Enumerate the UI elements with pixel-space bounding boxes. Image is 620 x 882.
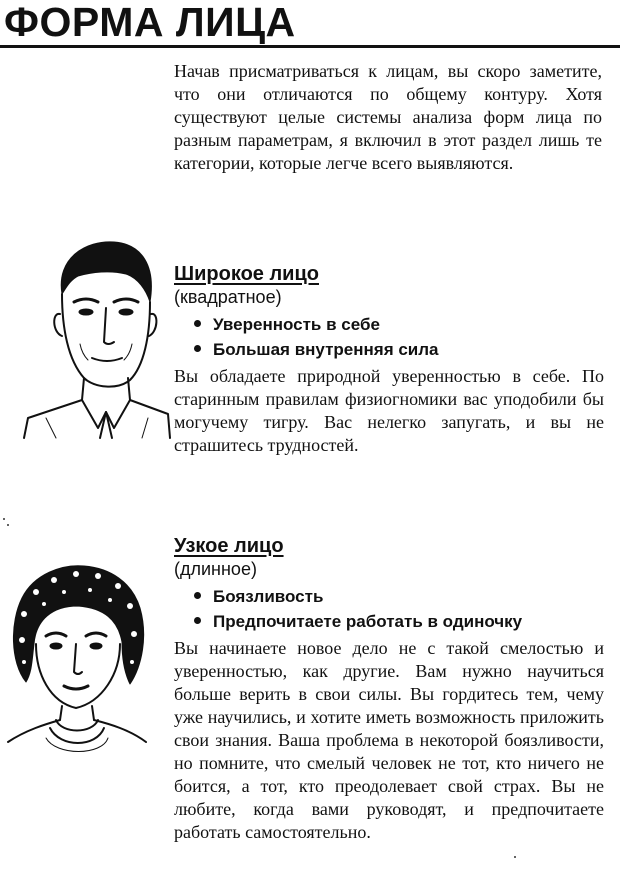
scan-speck — [514, 856, 516, 858]
list-item — [194, 312, 604, 337]
woman-portrait-icon — [6, 562, 148, 757]
list-item-label: Предпочитаете работать в одиночку — [213, 612, 523, 631]
bullet-dot-icon — [194, 345, 201, 352]
section-body: Вы обладаете природной уверенностью в себе. По старинным правилам физиогномики вас уподобили бы могучему тигру. Вас нелегко запугать, и вы не страшитесь трудностей. — [174, 366, 604, 455]
section-narrow-face — [174, 534, 604, 844]
scan-speck — [3, 518, 5, 520]
list-item — [194, 584, 604, 609]
trait-list — [174, 584, 604, 634]
list-item-label: Боязливость — [213, 587, 324, 606]
title-rule — [0, 45, 620, 48]
section-body: Вы начинаете новое дело не с такой смелостью и уверенностью, как другие. Вам нужно научиться больше верить в свои силы. Вы гордитесь тем, чему уже научились, и хотите иметь возможность приложить свои знания. Ваша проблема в некоторой боязливости, но помните, что смелый человек не тот, кто ничего не боится, а тот, кто преодолевает свой страх. Вы не любите, когда вами руководят, и предпочитаете работать самостоятельно. — [174, 638, 604, 842]
bullet-dot-icon — [194, 320, 201, 327]
man-portrait-icon — [22, 232, 172, 440]
bullet-dot-icon — [194, 617, 201, 624]
intro-paragraph: Начав присматриваться к лицам, вы скоро заметите, что они отличаются по общему контуру. Хотя существуют целые системы анализа форм лица по разным параметрам, я включил в этот раздел лишь те категории, которые легче всего выявляются. — [174, 61, 602, 173]
trait-list — [174, 312, 604, 362]
list-item-label: Большая внутренняя сила — [213, 340, 439, 359]
section-heading: Узкое лицо — [174, 535, 284, 557]
section-subheading: (длинное) — [174, 559, 257, 579]
list-item — [194, 337, 604, 362]
bullet-dot-icon — [194, 592, 201, 599]
scan-speck — [7, 524, 9, 526]
section-subheading: (квадратное) — [174, 287, 282, 307]
list-item — [194, 609, 604, 634]
page-title: ФОРМА ЛИЦА — [4, 0, 296, 45]
list-item-label: Уверенность в себе — [213, 315, 380, 334]
section-wide-face — [174, 262, 604, 457]
section-heading: Широкое лицо — [174, 263, 319, 285]
